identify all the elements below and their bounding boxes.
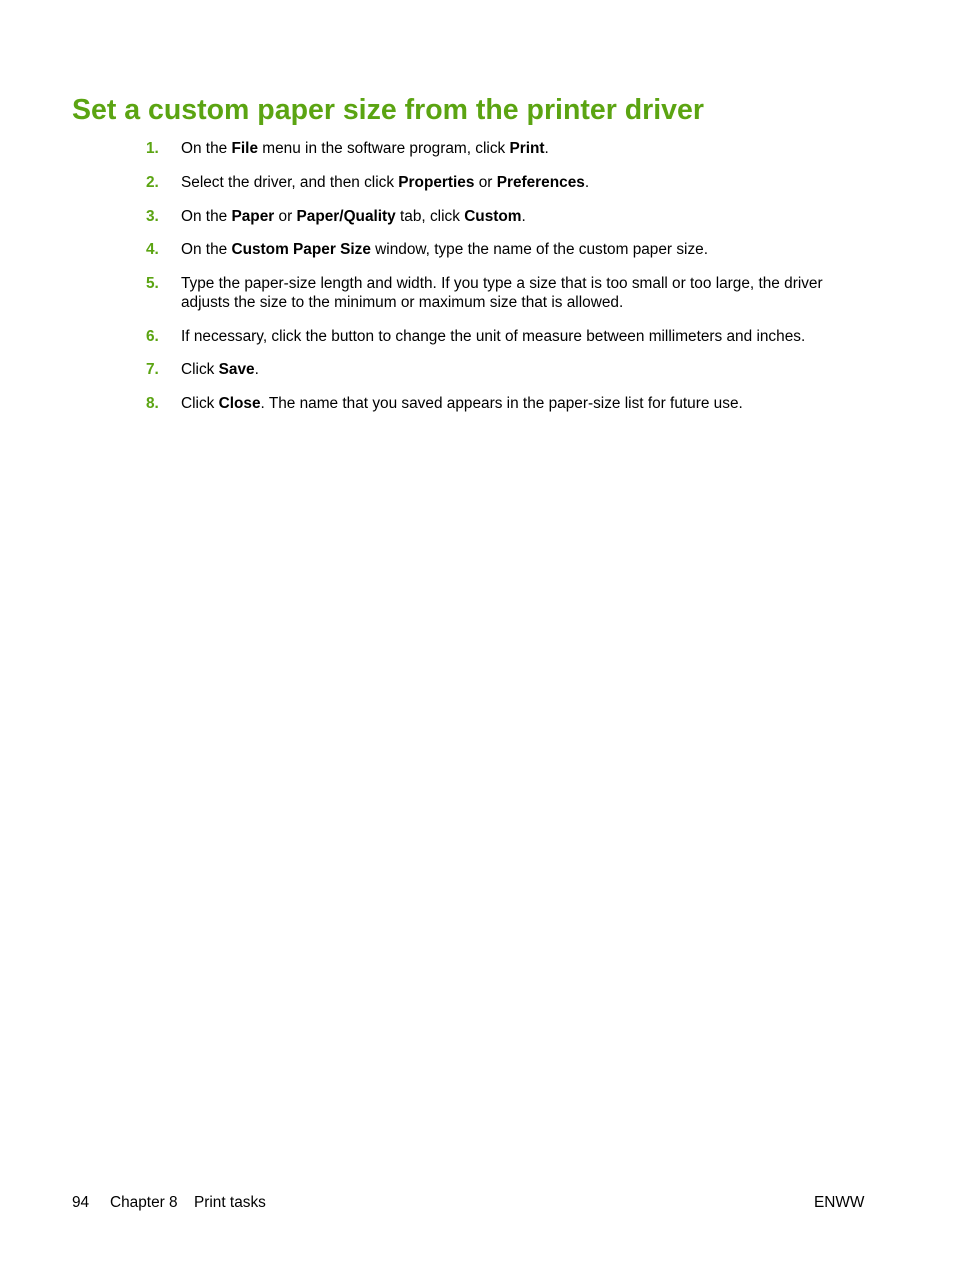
- step-text: [181, 394, 861, 413]
- step-text: [181, 139, 861, 158]
- step-text: [181, 173, 861, 192]
- step-number: 1.: [146, 140, 159, 157]
- step-text-bold: Properties: [398, 174, 475, 191]
- step-number: 4.: [146, 241, 159, 258]
- step-text-run: . The name that you saved appears in the paper-size list for future use.: [260, 395, 743, 412]
- step-text-run: On the: [181, 140, 232, 157]
- footer-locale: ENWW: [814, 1194, 865, 1211]
- step-text-run: .: [254, 361, 259, 378]
- step-number: 6.: [146, 328, 159, 345]
- step-text-run: On the: [181, 208, 232, 225]
- step-text-run: menu in the software program, click: [258, 140, 510, 157]
- step-number: 5.: [146, 275, 159, 292]
- step-text-run: window, type the name of the custom paper size.: [370, 241, 708, 258]
- step-text: [181, 207, 861, 226]
- step-text-run: Type the paper-size length and width. If you type a size that is too small or too large, the driver adjusts the size to the minimum or maximum size that is allowed.: [181, 275, 823, 311]
- step-text-bold: Custom Paper Size: [231, 241, 371, 258]
- step-number: 8.: [146, 395, 159, 412]
- footer-page-number: 94: [72, 1194, 90, 1211]
- step-text-run: or: [474, 174, 497, 191]
- step-text-run: Select the driver, and then click: [181, 174, 399, 191]
- step-number: 3.: [146, 208, 159, 225]
- step-text-bold: Save: [218, 361, 255, 378]
- step-text-run: .: [584, 174, 590, 191]
- step-text: [181, 327, 861, 346]
- step-number: 2.: [146, 174, 159, 191]
- step-text: [181, 274, 861, 312]
- step-text-run: .: [544, 140, 549, 157]
- step-text-bold: Paper/Quality: [296, 208, 396, 225]
- page-title: Set a custom paper size from the printer driver: [72, 94, 704, 126]
- step-text-run: tab, click: [395, 208, 465, 225]
- step-text-run: Click: [181, 395, 219, 412]
- step-text-bold: File: [231, 140, 258, 157]
- footer-section: Print tasks: [194, 1194, 266, 1211]
- step-text-run: If necessary, click the button to change the unit of measure between millimeters and inches.: [181, 328, 806, 345]
- step-text-run: On the: [181, 241, 232, 258]
- step-text-run: .: [521, 208, 526, 225]
- footer-chapter: Chapter 8: [110, 1194, 178, 1211]
- step-text-bold: Custom: [464, 208, 522, 225]
- step-text: [181, 360, 861, 379]
- step-text-run: or: [274, 208, 297, 225]
- step-text: [181, 240, 861, 259]
- step-text-bold: Preferences: [496, 174, 585, 191]
- step-text-run: Click: [181, 361, 219, 378]
- step-text-bold: Paper: [231, 208, 275, 225]
- step-number: 7.: [146, 361, 159, 378]
- step-text-bold: Close: [218, 395, 261, 412]
- step-text-bold: Print: [509, 140, 545, 157]
